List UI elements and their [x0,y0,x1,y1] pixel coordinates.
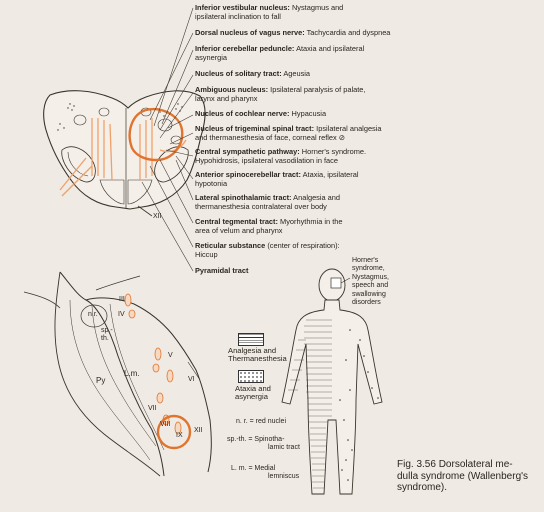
label-pyramidal-tract: Pyramidal tract [195,266,249,275]
figure-caption: Fig. 3.56 Dorsolateral me- dulla syndrome (Wallenberg's syndrome). [397,459,529,493]
legend-ataxia-label: Ataxia and asynergia [235,384,271,401]
label-reticular-substance: Reticular substance (center of respiration): Hiccup [195,241,340,259]
label-central-sympathetic-pathway: Central sympathetic pathway: Horner's syndrome. Hypohidrosis, ipsilateral vasodilation in face [195,147,367,165]
label-py: Py [96,376,106,385]
label-v: V [168,352,173,359]
legend-analgesia-swatch [238,333,264,346]
legend-ataxia-swatch [238,370,264,383]
label-nucleus-trigeminal-spinal-tract: Nucleus of trigeminal spinal tract: Ipsilateral analgesia and thermanesthesia of face, corneal reflex ⊘ [195,124,382,142]
label-nucleus-cochlear-nerve: Nucleus of cochlear nerve: Hypacusia [195,109,327,118]
label-vi: VI [188,376,195,383]
caption-fig-number: Fig. 3.56 [397,459,436,470]
legend-analgesia-label: Analgesia and Thermanesthesia [228,346,287,363]
label-nr: n.r. [88,311,98,318]
label-central-tegmental-tract: Central tegmental tract: Myorhythmia in the area of velum and pharynx [195,217,343,235]
label-ix: IX [176,432,183,439]
label-iv: IV [118,311,125,318]
label-vii: VII [148,405,157,412]
label-viii: VIII [160,421,171,428]
abbrev-spth: sp.-th. = Spinotha- lamic tract [227,436,300,451]
abbrev-lm: L. m. = Medial lemniscus [231,465,300,480]
label-inferior-cerebellar-peduncle: Inferior cerebellar peduncle: Ataxia and ipsilateral asynergia [195,44,365,62]
label-lateral-spinothalamic-tract: Lateral spinothalamic tract: Analgesia and thermanesthesia contralateral over body [195,193,341,211]
label-anterior-spinocerebellar-tract: Anterior spinocerebellar tract: Ataxia, ipsilateral hypotonia [195,170,359,188]
label-dorsal-nucleus-vagus: Dorsal nucleus of vagus nerve: Tachycardia and dyspnea [195,28,391,37]
label-ambiguous-nucleus: Ambiguous nucleus: Ipsilateral paralysis of palate, larynx and pharynx [195,85,366,103]
label-spth: sp.- th. [101,327,113,342]
label-nucleus-solitary-tract: Nucleus of solitary tract: Ageusia [195,69,311,78]
label-inferior-vestibular-nucleus: Inferior vestibular nucleus: Nystagmus and ipsilateral inclination to fall [195,3,344,21]
label-lm: L.m. [124,369,140,378]
label-xii-brainstem: XII [194,427,203,434]
body-note: Horner's syndrome, Nystagmus, speech and swallowing disorders [352,257,389,307]
abbrev-nr: n. r. = red nuclei [236,418,287,425]
label-xii-cross-section: XII [153,213,162,220]
label-iii: III [119,296,125,303]
